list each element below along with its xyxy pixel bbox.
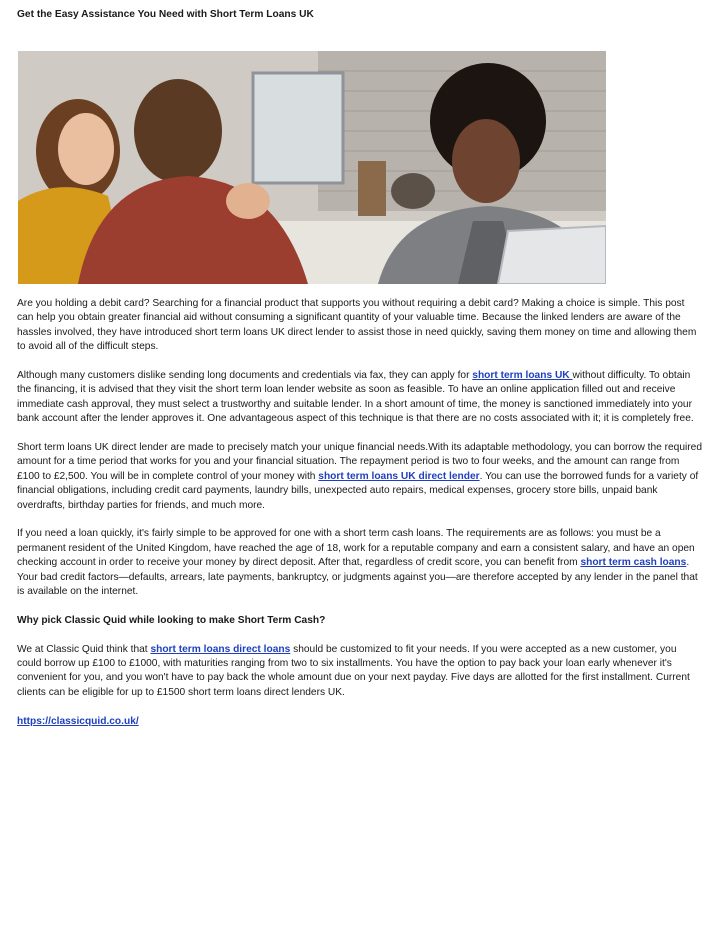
short-term-cash-loans-link[interactable]: short term cash loans xyxy=(580,557,687,569)
paragraph-4 xyxy=(17,527,703,599)
paragraph-text: Short term loans UK direct lender are made to precisely match your unique financial needs.With its adaptable methodology, you can borrow the required amount for a time period that works for you and your financial situation. The repayment period is two to four weeks, and the amount can range from £100 to £2,500. You will be in complete control of your money with xyxy=(17,442,703,482)
short-term-loans-uk-link[interactable]: short term loans UK xyxy=(472,370,573,382)
paragraph-text: If you need a loan quickly, it's fairly simple to be approved for one with a short term cash loans. The requirements are as follows: you must be a permanent resident of the United Kingdom, have reached the age of 18, work for a reputable company and earn a consistent salary, and have an open checking account in order to receive your money by direct deposit. After that, regardless of credit score, you can benefit from xyxy=(17,528,695,569)
paragraph-2 xyxy=(17,369,703,427)
paragraph-3 xyxy=(17,441,703,513)
classicquid-url-link[interactable]: https://classicquid.co.uk/ xyxy=(17,715,139,727)
page-title: Get the Easy Assistance You Need with Short Term Loans UK xyxy=(17,9,314,20)
section-subheading: Why pick Classic Quid while looking to make Short Term Cash? xyxy=(17,614,326,626)
short-term-loans-direct-loans-link[interactable]: short term loans direct loans xyxy=(150,643,291,655)
article-body xyxy=(17,297,703,743)
paragraph-text: . Your bad credit factors—defaults, arrears, late payments, bankruptcy, or judgments against you—are therefore accepted by any lender in the panel that is available on the internet. xyxy=(17,557,698,598)
paragraph-text: should be customized to fit your needs. If you were accepted as a new customer, you could borrow up £100 to £1000, with maturities ranging from two to six installments. You have the option to pay back your loan early whenever it's convenient for you, and you won't have to pay back the whole amount due on your next payday. Five days are allotted for the first installment. Current clients can be eligible for up to £1500 short term loans direct lenders UK. xyxy=(17,643,690,698)
url-paragraph xyxy=(17,715,703,729)
paragraph-text: Although many customers dislike sending long documents and credentials via fax, they can apply for xyxy=(17,370,473,382)
paragraph-text: without difficulty. To obtain the financing, it is advised that they visit the short term loan lender website as soon as feasible. To have an online application filled out and receive immediate cash approval, they must select a trustworthy and suitable lender. In a short amount of time, the money is sanctioned immediately into your bank account after the lender approves it. One advantageous aspect of this technique is that there are no costs associated with it; it is completely free. xyxy=(17,370,694,425)
consultation-photo xyxy=(18,51,606,284)
paragraph-5 xyxy=(17,643,703,701)
paragraph-text: . You can use the borrowed funds for a variety of financial obligations, including credit card payments, laundry bills, unexpected auto repairs, medical expenses, grocery store bills, unpaid bank overdrafts, birthday parties for friends, and much more. xyxy=(17,470,699,511)
short-term-loans-uk-direct-lender-link[interactable]: short term loans UK direct lender xyxy=(318,470,480,482)
paragraph-1 xyxy=(17,297,703,355)
paragraph-text: We at Classic Quid think that xyxy=(17,643,151,655)
paragraph-text: Are you holding a debit card? Searching for a financial product that supports you without requiring a debit card? Making a choice is simple. This post can help you obtain greater financial aid without consuming a significant quantity of your valuable time. Because the linked lenders are aware of the hassles involved, they have introduced short term loans UK direct lender to assist those in need quickly, saving them money on time and allowing them to avoid all of the difficult steps. xyxy=(17,298,697,353)
